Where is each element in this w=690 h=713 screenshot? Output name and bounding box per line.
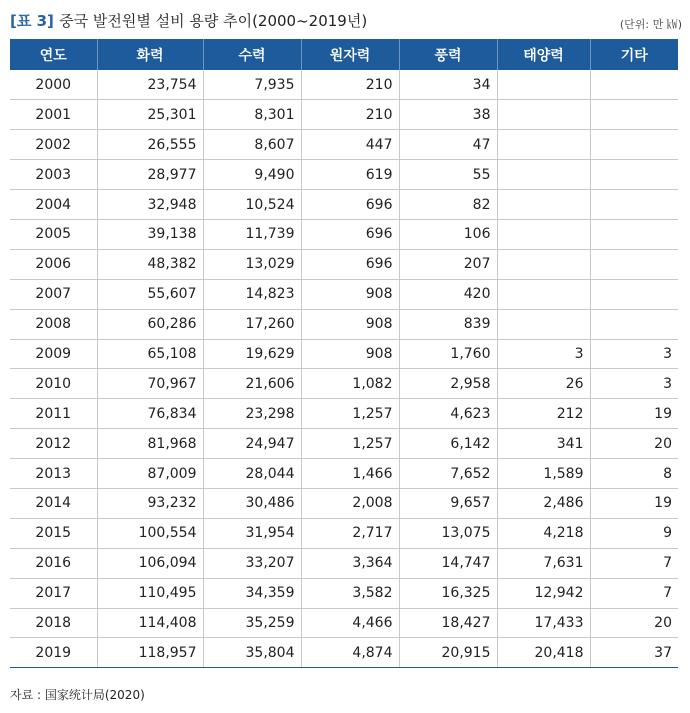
value-cell: 420 bbox=[399, 279, 497, 309]
value-cell: 114,408 bbox=[97, 608, 203, 638]
table-row bbox=[10, 190, 678, 220]
value-cell: 1,082 bbox=[301, 369, 399, 399]
value-cell bbox=[590, 70, 678, 100]
value-cell bbox=[590, 249, 678, 279]
value-cell: 8,607 bbox=[203, 130, 301, 160]
value-cell bbox=[590, 219, 678, 249]
year-cell: 2001 bbox=[10, 100, 97, 130]
year-cell: 2017 bbox=[10, 578, 97, 608]
value-cell bbox=[497, 309, 590, 339]
value-cell: 30,486 bbox=[203, 488, 301, 518]
table-row bbox=[10, 608, 678, 638]
table-row bbox=[10, 309, 678, 339]
table-row bbox=[10, 578, 678, 608]
value-cell: 33,207 bbox=[203, 548, 301, 578]
value-cell: 3,364 bbox=[301, 548, 399, 578]
table-row bbox=[10, 70, 678, 100]
table-row bbox=[10, 219, 678, 249]
value-cell: 23,298 bbox=[203, 399, 301, 429]
column-header: 원자력 bbox=[301, 39, 399, 70]
value-cell: 1,257 bbox=[301, 399, 399, 429]
value-cell: 4,218 bbox=[497, 518, 590, 548]
table-row bbox=[10, 369, 678, 399]
value-cell: 76,834 bbox=[97, 399, 203, 429]
value-cell: 47 bbox=[399, 130, 497, 160]
value-cell: 9,490 bbox=[203, 160, 301, 190]
year-cell: 2011 bbox=[10, 399, 97, 429]
table-title bbox=[10, 10, 367, 31]
column-header: 연도 bbox=[10, 39, 97, 70]
year-cell: 2002 bbox=[10, 130, 97, 160]
value-cell bbox=[497, 249, 590, 279]
value-cell: 24,947 bbox=[203, 429, 301, 459]
value-cell: 34 bbox=[399, 70, 497, 100]
value-cell: 17,433 bbox=[497, 608, 590, 638]
value-cell: 25,301 bbox=[97, 100, 203, 130]
value-cell: 12,942 bbox=[497, 578, 590, 608]
year-cell: 2016 bbox=[10, 548, 97, 578]
value-cell: 16,325 bbox=[399, 578, 497, 608]
value-cell: 3,582 bbox=[301, 578, 399, 608]
table-row bbox=[10, 518, 678, 548]
value-cell: 1,466 bbox=[301, 459, 399, 489]
value-cell: 207 bbox=[399, 249, 497, 279]
table-row bbox=[10, 100, 678, 130]
value-cell: 2,486 bbox=[497, 488, 590, 518]
value-cell: 87,009 bbox=[97, 459, 203, 489]
value-cell: 210 bbox=[301, 100, 399, 130]
value-cell: 7 bbox=[590, 578, 678, 608]
value-cell: 10,524 bbox=[203, 190, 301, 220]
value-cell: 19 bbox=[590, 488, 678, 518]
table-row bbox=[10, 459, 678, 489]
table-title-text: 중국 발전원별 설비 용량 추이(2000~2019년) bbox=[59, 12, 368, 30]
value-cell: 55 bbox=[399, 160, 497, 190]
table-row bbox=[10, 249, 678, 279]
column-header: 풍력 bbox=[399, 39, 497, 70]
value-cell: 9,657 bbox=[399, 488, 497, 518]
table-row bbox=[10, 488, 678, 518]
value-cell: 7 bbox=[590, 548, 678, 578]
year-cell: 2003 bbox=[10, 160, 97, 190]
value-cell: 118,957 bbox=[97, 638, 203, 668]
value-cell: 11,739 bbox=[203, 219, 301, 249]
table-row bbox=[10, 279, 678, 309]
capacity-table bbox=[10, 39, 678, 668]
table-row bbox=[10, 339, 678, 369]
value-cell: 20 bbox=[590, 608, 678, 638]
value-cell: 23,754 bbox=[97, 70, 203, 100]
year-cell: 2000 bbox=[10, 70, 97, 100]
value-cell: 34,359 bbox=[203, 578, 301, 608]
table-number: [표 3] bbox=[10, 12, 54, 30]
value-cell: 2,008 bbox=[301, 488, 399, 518]
value-cell: 1,589 bbox=[497, 459, 590, 489]
value-cell: 106,094 bbox=[97, 548, 203, 578]
value-cell: 908 bbox=[301, 279, 399, 309]
value-cell: 839 bbox=[399, 309, 497, 339]
year-cell: 2015 bbox=[10, 518, 97, 548]
value-cell bbox=[590, 130, 678, 160]
value-cell: 696 bbox=[301, 190, 399, 220]
value-cell bbox=[590, 160, 678, 190]
value-cell: 3 bbox=[590, 369, 678, 399]
value-cell: 447 bbox=[301, 130, 399, 160]
value-cell: 35,804 bbox=[203, 638, 301, 668]
value-cell: 212 bbox=[497, 399, 590, 429]
value-cell: 19 bbox=[590, 399, 678, 429]
column-header: 수력 bbox=[203, 39, 301, 70]
value-cell: 28,044 bbox=[203, 459, 301, 489]
value-cell: 14,823 bbox=[203, 279, 301, 309]
column-header: 화력 bbox=[97, 39, 203, 70]
value-cell: 7,631 bbox=[497, 548, 590, 578]
value-cell: 81,968 bbox=[97, 429, 203, 459]
value-cell: 908 bbox=[301, 339, 399, 369]
value-cell: 60,286 bbox=[97, 309, 203, 339]
year-cell: 2018 bbox=[10, 608, 97, 638]
value-cell: 38 bbox=[399, 100, 497, 130]
table-caption bbox=[10, 10, 682, 32]
year-cell: 2006 bbox=[10, 249, 97, 279]
year-cell: 2019 bbox=[10, 638, 97, 668]
value-cell: 3 bbox=[497, 339, 590, 369]
value-cell bbox=[590, 279, 678, 309]
value-cell: 32,948 bbox=[97, 190, 203, 220]
value-cell: 55,607 bbox=[97, 279, 203, 309]
column-header: 기타 bbox=[590, 39, 678, 70]
value-cell: 9 bbox=[590, 518, 678, 548]
year-cell: 2012 bbox=[10, 429, 97, 459]
value-cell: 28,977 bbox=[97, 160, 203, 190]
value-cell bbox=[497, 100, 590, 130]
value-cell: 37 bbox=[590, 638, 678, 668]
table-row bbox=[10, 160, 678, 190]
value-cell: 4,466 bbox=[301, 608, 399, 638]
value-cell: 21,606 bbox=[203, 369, 301, 399]
unit-label: (단위: 만 ㎾) bbox=[619, 18, 682, 31]
table-row bbox=[10, 429, 678, 459]
value-cell: 100,554 bbox=[97, 518, 203, 548]
value-cell: 14,747 bbox=[399, 548, 497, 578]
column-header: 태양력 bbox=[497, 39, 590, 70]
value-cell: 6,142 bbox=[399, 429, 497, 459]
value-cell: 7,652 bbox=[399, 459, 497, 489]
table-row bbox=[10, 130, 678, 160]
value-cell: 908 bbox=[301, 309, 399, 339]
value-cell: 696 bbox=[301, 249, 399, 279]
value-cell bbox=[497, 219, 590, 249]
year-cell: 2007 bbox=[10, 279, 97, 309]
value-cell: 13,029 bbox=[203, 249, 301, 279]
value-cell: 48,382 bbox=[97, 249, 203, 279]
value-cell: 20,915 bbox=[399, 638, 497, 668]
value-cell: 17,260 bbox=[203, 309, 301, 339]
value-cell: 1,257 bbox=[301, 429, 399, 459]
value-cell: 7,935 bbox=[203, 70, 301, 100]
value-cell: 696 bbox=[301, 219, 399, 249]
value-cell: 82 bbox=[399, 190, 497, 220]
table-row bbox=[10, 399, 678, 429]
value-cell: 18,427 bbox=[399, 608, 497, 638]
value-cell: 19,629 bbox=[203, 339, 301, 369]
value-cell bbox=[497, 190, 590, 220]
year-cell: 2008 bbox=[10, 309, 97, 339]
year-cell: 2010 bbox=[10, 369, 97, 399]
year-cell: 2014 bbox=[10, 488, 97, 518]
table-body bbox=[10, 70, 678, 668]
value-cell bbox=[590, 100, 678, 130]
value-cell bbox=[590, 190, 678, 220]
value-cell: 35,259 bbox=[203, 608, 301, 638]
value-cell: 20 bbox=[590, 429, 678, 459]
year-cell: 2013 bbox=[10, 459, 97, 489]
value-cell: 39,138 bbox=[97, 219, 203, 249]
table-header-row bbox=[10, 39, 678, 70]
value-cell: 210 bbox=[301, 70, 399, 100]
value-cell: 2,958 bbox=[399, 369, 497, 399]
value-cell: 4,874 bbox=[301, 638, 399, 668]
value-cell: 93,232 bbox=[97, 488, 203, 518]
value-cell: 2,717 bbox=[301, 518, 399, 548]
value-cell: 8 bbox=[590, 459, 678, 489]
value-cell: 341 bbox=[497, 429, 590, 459]
value-cell: 26 bbox=[497, 369, 590, 399]
value-cell: 3 bbox=[590, 339, 678, 369]
value-cell: 31,954 bbox=[203, 518, 301, 548]
value-cell: 106 bbox=[399, 219, 497, 249]
year-cell: 2009 bbox=[10, 339, 97, 369]
value-cell: 70,967 bbox=[97, 369, 203, 399]
value-cell: 26,555 bbox=[97, 130, 203, 160]
value-cell: 20,418 bbox=[497, 638, 590, 668]
source-note: 자료 : 国家统计局(2020) bbox=[10, 688, 145, 702]
value-cell: 110,495 bbox=[97, 578, 203, 608]
value-cell bbox=[590, 309, 678, 339]
value-cell bbox=[497, 70, 590, 100]
value-cell: 8,301 bbox=[203, 100, 301, 130]
value-cell bbox=[497, 160, 590, 190]
value-cell: 1,760 bbox=[399, 339, 497, 369]
year-cell: 2004 bbox=[10, 190, 97, 220]
value-cell: 619 bbox=[301, 160, 399, 190]
value-cell: 4,623 bbox=[399, 399, 497, 429]
value-cell: 65,108 bbox=[97, 339, 203, 369]
value-cell bbox=[497, 279, 590, 309]
value-cell bbox=[497, 130, 590, 160]
table-row bbox=[10, 548, 678, 578]
table-row bbox=[10, 638, 678, 668]
value-cell: 13,075 bbox=[399, 518, 497, 548]
year-cell: 2005 bbox=[10, 219, 97, 249]
